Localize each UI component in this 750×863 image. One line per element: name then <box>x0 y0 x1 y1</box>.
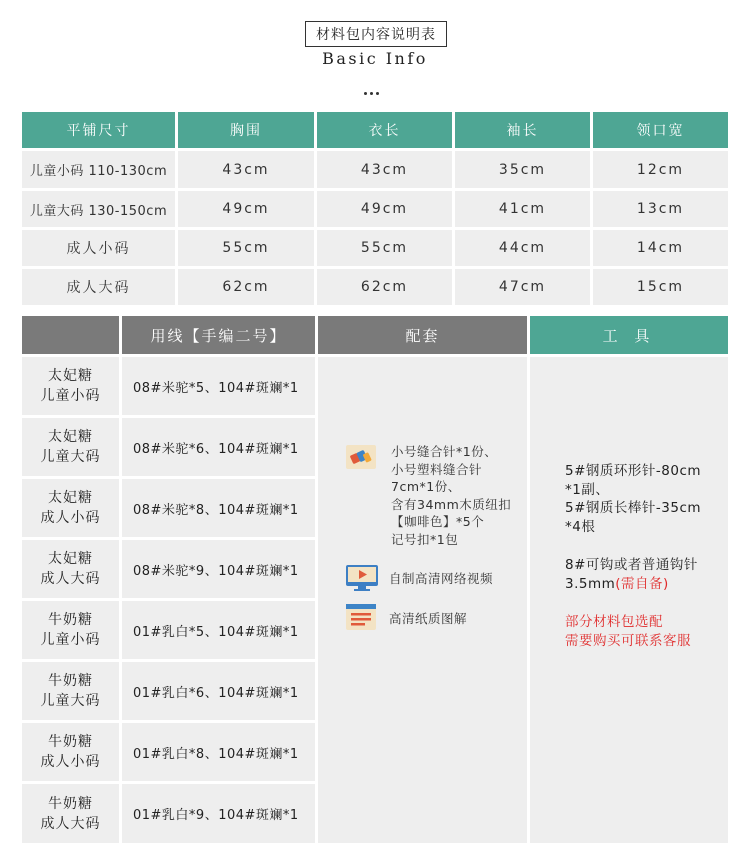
page-subtitle: Basic Info <box>322 49 428 68</box>
row-label-size: 成人大码 <box>40 571 101 587</box>
row-label-size: 儿童小码 <box>40 388 101 404</box>
title-dots-divider <box>364 80 382 99</box>
size-chest: 55cm <box>178 230 314 266</box>
row-label-flavor: 牛奶糖 <box>48 673 93 689</box>
size-label: 儿童大码 130-150cm <box>22 191 175 227</box>
row-yarn: 01#乳白*9、104#斑斓*1 <box>122 784 315 843</box>
kit-accessories <box>391 443 511 548</box>
tools-line: *1副、 <box>565 481 610 498</box>
size-chest: 62cm <box>178 269 314 305</box>
kit-accessory-line: 小号缝合针*1份、 <box>391 444 498 459</box>
row-yarn: 08#米驼*5、104#斑斓*1 <box>122 357 315 415</box>
size-table-row <box>22 151 728 188</box>
row-label-size: 儿童大码 <box>40 449 101 465</box>
row-label-size: 成人小码 <box>40 754 101 770</box>
row-label <box>22 723 119 781</box>
kit-accessory-line: 【咖啡色】*5个 <box>391 514 485 529</box>
row-label-flavor: 牛奶糖 <box>48 612 93 628</box>
size-label: 成人大码 <box>22 269 175 305</box>
material-header-blank <box>22 316 119 354</box>
size-chest: 49cm <box>178 191 314 227</box>
size-label: 儿童小码 110-130cm <box>22 151 175 188</box>
tools-line: 5#钢质长棒针-35cm <box>565 500 702 516</box>
size-sleeve: 47cm <box>455 269 590 305</box>
row-yarn: 01#乳白*5、104#斑斓*1 <box>122 601 315 659</box>
row-yarn: 01#乳白*8、104#斑斓*1 <box>122 723 315 781</box>
size-sleeve: 35cm <box>455 151 590 188</box>
paper-diagram-icon <box>346 604 376 630</box>
row-label-flavor: 太妃糖 <box>48 490 93 506</box>
tools-hook <box>565 556 698 593</box>
row-label <box>22 479 119 537</box>
material-header-tools: 工 具 <box>530 316 728 354</box>
tools-needles <box>565 462 701 536</box>
material-table <box>22 316 728 843</box>
tools-hook-line2: 3.5mm <box>565 575 616 592</box>
sewing-kit-icon <box>346 445 376 469</box>
size-header-chest: 胸围 <box>178 112 314 148</box>
kit-diagram-label: 高清纸质图解 <box>389 611 468 626</box>
row-label-size: 儿童小码 <box>40 632 101 648</box>
size-neck: 12cm <box>593 151 728 188</box>
row-label-flavor: 牛奶糖 <box>48 795 93 812</box>
tools-note-contact: 需要购买可联系客服 <box>565 632 691 649</box>
row-label <box>22 784 119 843</box>
row-label-size: 成人大码 <box>40 815 101 832</box>
row-label-flavor: 太妃糖 <box>48 551 93 567</box>
size-neck: 14cm <box>593 230 728 266</box>
size-header-sleeve: 袖长 <box>455 112 590 148</box>
kit-accessory-line: 7cm*1份、 <box>391 479 461 494</box>
tools-line: 5#钢质环形针-80cm <box>565 463 702 479</box>
size-chest: 43cm <box>178 151 314 188</box>
size-neck: 13cm <box>593 191 728 227</box>
row-label <box>22 540 119 598</box>
size-header-flat-size: 平铺尺寸 <box>22 112 175 148</box>
tools-note-optional: 部分材料包选配 <box>565 614 663 630</box>
size-table-row <box>22 269 728 305</box>
tools-hook-note: (需自备) <box>615 575 669 592</box>
size-length: 55cm <box>317 230 452 266</box>
tools-hook-line1: 8#可钩或者普通钩针 <box>565 557 698 573</box>
row-yarn: 08#米驼*8、104#斑斓*1 <box>122 479 315 537</box>
size-length: 62cm <box>317 269 452 305</box>
row-label <box>22 662 119 720</box>
row-label-size: 成人小码 <box>40 510 101 526</box>
size-header-neck: 领口宽 <box>593 112 728 148</box>
size-table-header-row <box>22 112 728 148</box>
row-label-flavor: 牛奶糖 <box>48 734 93 750</box>
size-table-row <box>22 230 728 266</box>
row-label-flavor: 太妃糖 <box>48 429 93 445</box>
kit-accessory-line: 含有34mm木质纽扣 <box>391 496 512 512</box>
row-yarn: 01#乳白*6、104#斑斓*1 <box>122 662 315 720</box>
size-neck: 15cm <box>593 269 728 305</box>
row-yarn: 08#米驼*6、104#斑斓*1 <box>122 418 315 476</box>
size-length: 43cm <box>317 151 452 188</box>
size-table-row <box>22 191 728 227</box>
material-header-kit: 配套 <box>318 316 527 354</box>
row-label <box>22 601 119 659</box>
tools-cell <box>530 357 728 843</box>
row-label-size: 儿童大码 <box>40 693 101 709</box>
page-title: 材料包内容说明表 <box>305 21 447 47</box>
kit-accessory-line: 小号塑料缝合针 <box>391 461 483 477</box>
size-header-length: 衣长 <box>317 112 452 148</box>
kit-accessory-line: 记号扣*1包 <box>391 531 459 547</box>
tools-notes <box>565 613 691 650</box>
row-label-flavor: 太妃糖 <box>48 368 93 384</box>
tools-line: *4根 <box>565 518 596 535</box>
page-header <box>0 0 750 100</box>
material-header-yarn: 用线【手编二号】 <box>122 316 315 354</box>
size-label: 成人小码 <box>22 230 175 266</box>
row-label <box>22 418 119 476</box>
size-length: 49cm <box>317 191 452 227</box>
size-sleeve: 44cm <box>455 230 590 266</box>
kit-video-label: 自制高清网络视频 <box>389 571 494 586</box>
size-sleeve: 41cm <box>455 191 590 227</box>
row-yarn: 08#米驼*9、104#斑斓*1 <box>122 540 315 598</box>
row-label <box>22 357 119 415</box>
video-player-icon <box>346 565 378 591</box>
kit-cell <box>318 357 527 843</box>
